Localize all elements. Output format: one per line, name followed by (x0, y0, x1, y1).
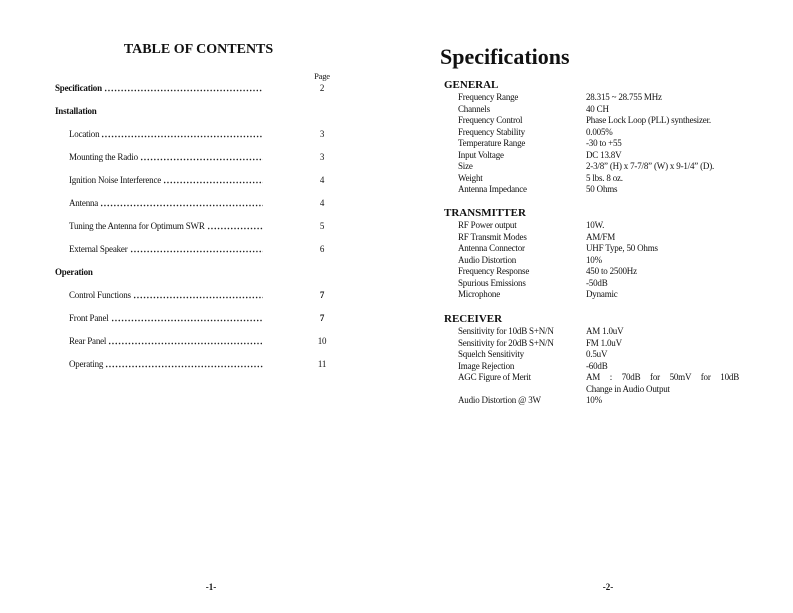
spec-label: Sensitivity for 10dB S+N/N (458, 326, 554, 336)
spec-row (397, 138, 793, 150)
toc-entry-line (69, 197, 263, 209)
toc-entry-label: Mounting the Radio (69, 152, 138, 162)
spec-value: -60dB (586, 360, 608, 371)
spec-row (397, 326, 793, 338)
spec-row (397, 220, 793, 232)
spec-row (397, 278, 793, 290)
spec-row (397, 232, 793, 244)
spec-row (397, 161, 793, 173)
toc-entry-line (69, 220, 263, 232)
spec-rows (397, 220, 793, 301)
spec-value: 5 lbs. 8 oz. (586, 172, 623, 183)
page-number-footer: -1- (205, 582, 217, 592)
dot-leader (100, 197, 263, 209)
toc-entry-label: Location (69, 129, 100, 139)
spec-row (397, 92, 793, 104)
toc-entry-page-number: 3 (319, 129, 325, 139)
spec-row (397, 173, 793, 185)
spec-value: DC 13.8V (586, 149, 622, 160)
toc-page-column-header: Page (314, 71, 330, 81)
toc-entry-label: Rear Panel (69, 336, 107, 346)
toc-entry-line (69, 174, 263, 186)
spec-label: Channels (458, 103, 490, 114)
dot-leader (108, 335, 263, 347)
dot-leader (101, 128, 263, 140)
toc-entry-line (69, 289, 263, 301)
spec-label: Squelch Sensitivity (458, 349, 524, 359)
spec-row (397, 104, 793, 116)
toc-entry-page-number: 5 (319, 221, 325, 231)
toc-entry-page-number: 11 (317, 359, 327, 369)
toc-section-heading (0, 105, 397, 128)
spec-row (397, 255, 793, 267)
spec-label: Audio Distortion (458, 254, 517, 265)
spec-value: 0.5uV (586, 349, 608, 359)
toc-entry-page-number: 2 (319, 83, 325, 93)
spec-row (397, 395, 793, 407)
spec-value: AM 1.0uV (586, 326, 624, 336)
spec-value: -30 to +55 (586, 138, 622, 148)
spec-value: 2-3/8” (H) x 7-7/8” (W) x 9-1/4” (D). (586, 161, 715, 171)
dot-leader (104, 82, 263, 94)
spec-label: Frequency Stability (458, 126, 525, 137)
spec-row (397, 243, 793, 255)
dot-leader (133, 289, 263, 301)
spec-label: Frequency Response (458, 266, 530, 276)
spec-value: Phase Lock Loop (PLL) synthesizer. (586, 115, 711, 125)
toc-entry-page-number: 7 (319, 290, 325, 300)
toc-entry-page-number: 4 (319, 198, 325, 208)
spec-row (397, 127, 793, 139)
toc-section-label: Operation (55, 267, 93, 277)
spec-value: 10W. (586, 220, 605, 230)
spec-row (397, 115, 793, 127)
spec-label: Frequency Range (458, 92, 519, 102)
spec-value: FM 1.0uV (586, 337, 622, 348)
spec-row (397, 289, 793, 301)
spec-value: 0.005% (586, 126, 613, 137)
spec-section-heading: GENERAL (444, 79, 499, 91)
dot-leader (140, 151, 263, 163)
toc-entry-line (69, 151, 263, 163)
toc-entry-page-number: 6 (319, 244, 325, 254)
toc-entry (0, 335, 397, 358)
spec-value: 50 Ohms (586, 184, 618, 194)
spec-rows (397, 92, 793, 196)
toc-entry (0, 151, 397, 174)
spec-label: Audio Distortion @ 3W (458, 395, 541, 405)
toc-entry-page-number: 7 (319, 313, 325, 323)
toc-entry (0, 197, 397, 220)
dot-leader (105, 358, 263, 370)
spec-value-line: Change in Audio Output (586, 383, 670, 394)
toc-entry-line (69, 243, 263, 255)
toc-entry (0, 289, 397, 312)
spec-label: Size (458, 161, 473, 171)
spec-value: AM/FM (586, 231, 616, 242)
spec-value: 28.315 ~ 28.755 MHz (586, 92, 662, 102)
spec-label: AGC Figure of Merit (458, 372, 531, 382)
toc-entry (0, 174, 397, 197)
spec-value: UHF Type, 50 Ohms (586, 243, 658, 253)
spec-value-multiline (586, 372, 739, 395)
spec-label: Antenna Connector (458, 243, 525, 253)
toc-entry (0, 243, 397, 266)
toc-entry (0, 220, 397, 243)
toc-entry-line (69, 358, 263, 370)
toc-entry-label: Operating (69, 359, 104, 369)
toc-entry-label: Antenna (69, 198, 99, 208)
spec-label: Microphone (458, 289, 500, 299)
spec-value-line: AM : 70dB for 50mV for 10dB (586, 372, 739, 382)
toc-section-heading (0, 266, 397, 289)
spec-rows (397, 326, 793, 407)
toc-entry-line (69, 335, 263, 347)
toc-list (0, 82, 397, 381)
spec-value: 10% (586, 254, 602, 265)
toc-entry-label: Tuning the Antenna for Optimum SWR (69, 221, 205, 231)
spec-section-transmitter (397, 206, 793, 301)
toc-entry-line (69, 128, 263, 140)
spec-label: Antenna Impedance (458, 184, 527, 194)
spec-label: Spurious Emissions (458, 277, 526, 288)
toc-entry-line (55, 266, 263, 278)
toc-entry-label: External Speaker (69, 244, 128, 254)
toc-entry-label: Specification (55, 83, 102, 93)
spec-label: RF Power output (458, 220, 517, 230)
spec-row (397, 372, 793, 395)
spec-value: Dynamic (586, 289, 618, 299)
specifications-title: Specifications (440, 44, 570, 69)
toc-entry-line (55, 82, 263, 94)
spec-label: Frequency Control (458, 115, 523, 125)
spec-value: 10% (586, 395, 602, 405)
toc-entry (0, 128, 397, 151)
spec-label: Image Rejection (458, 360, 515, 371)
spec-label: Sensitivity for 20dB S+N/N (458, 337, 554, 348)
toc-entry-page-number: 3 (319, 152, 325, 162)
dot-leader (111, 312, 263, 324)
spec-section-heading: RECEIVER (444, 313, 503, 325)
spec-value: 450 to 2500Hz (586, 266, 637, 276)
spec-label: Input Voltage (458, 149, 504, 160)
toc-entry-label: Front Panel (69, 313, 109, 323)
page-number-footer: -2- (602, 582, 614, 592)
toc-entry-line (69, 312, 263, 324)
spec-row (397, 150, 793, 162)
toc-entry-label: Control Functions (69, 290, 131, 300)
dot-leader (163, 174, 263, 186)
spec-row (397, 361, 793, 373)
toc-entry-line (55, 105, 263, 117)
spec-value: 40 CH (586, 103, 609, 114)
spec-section-general (397, 78, 793, 196)
page-right-specifications (397, 0, 793, 613)
toc-entry-page-number: 10 (317, 336, 327, 346)
spec-value: -50dB (586, 277, 608, 288)
toc-entry-page-number: 4 (319, 175, 325, 185)
spec-section-receiver (397, 312, 793, 407)
spec-label: RF Transmit Modes (458, 231, 527, 242)
spec-label: Temperature Range (458, 138, 526, 148)
spec-row (397, 349, 793, 361)
spec-row (397, 184, 793, 196)
spec-row (397, 266, 793, 278)
toc-entry (0, 358, 397, 381)
toc-entry (0, 312, 397, 335)
toc-entry (0, 82, 397, 105)
spec-label: Weight (458, 172, 483, 183)
toc-section-label: Installation (55, 106, 97, 116)
toc-entry-label: Ignition Noise Interference (69, 175, 162, 185)
spec-row (397, 338, 793, 350)
spec-section-heading: TRANSMITTER (444, 207, 526, 219)
dot-leader (130, 243, 263, 255)
toc-title: TABLE OF CONTENTS (123, 42, 274, 57)
dot-leader (207, 220, 263, 232)
